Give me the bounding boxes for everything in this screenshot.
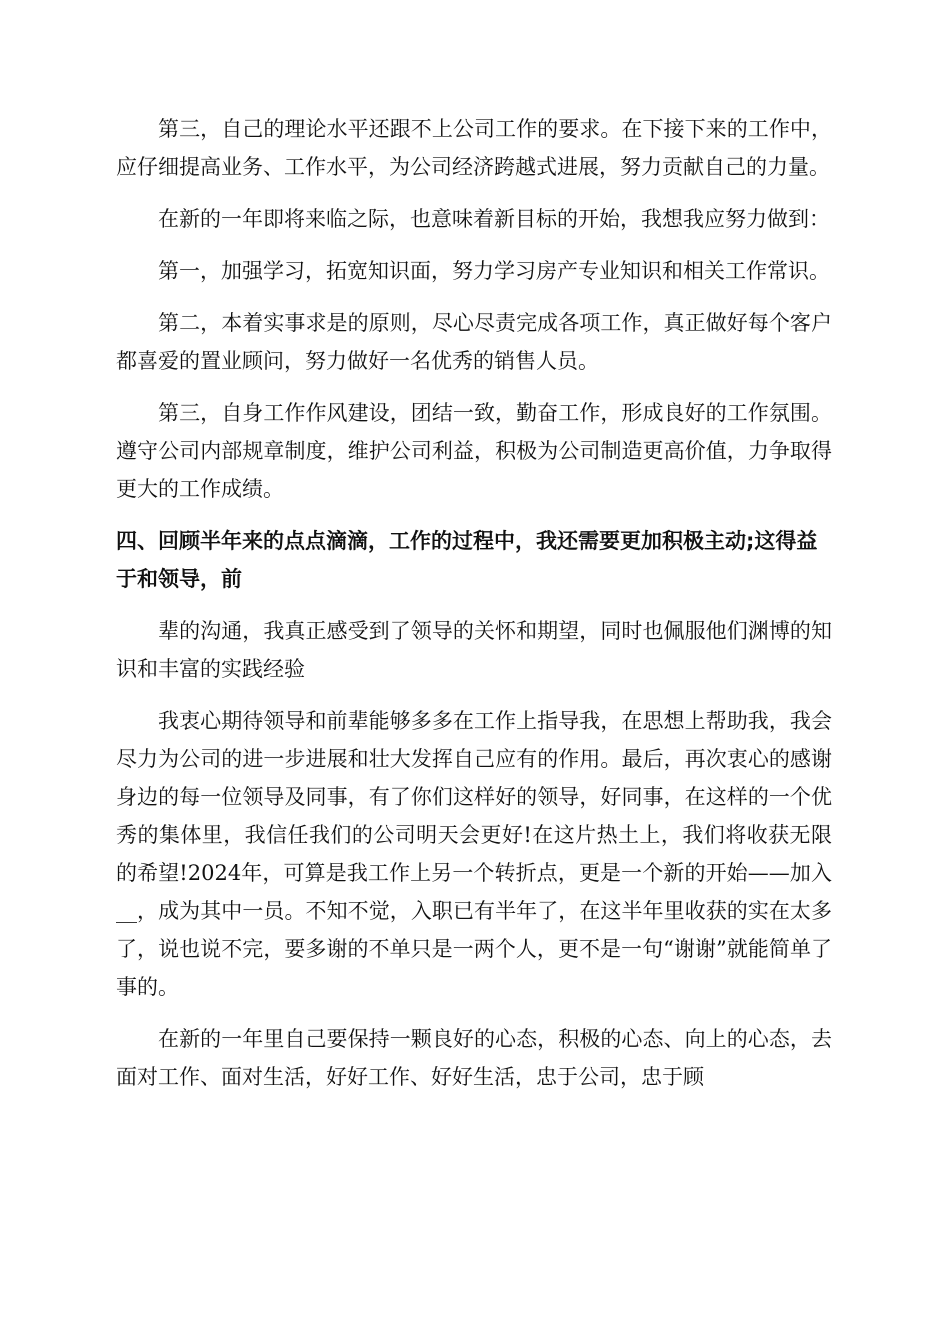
paragraph-goal-one: 第一，加强学习，拓宽知识面，努力学习房产专业知识和相关工作常识。 (158, 259, 830, 283)
paragraph-attitude: 在新的一年里自己要保持一颗良好的心态，积极的心态、向上的心态，去面对工作、面对生活，好好工作、好好生活，忠于公司，忠于顾 (116, 1027, 832, 1089)
paragraph-new-year-goals: 在新的一年即将来临之际，也意味着新目标的开始，我想我应努力做到： (158, 207, 830, 231)
paragraph-thanks: 我衷心期待领导和前辈能够多多在工作上指导我，在思想上帮助我，我会尽力为公司的进一步进展和壮大发挥自己应有的作用。最后，再次衷心的感谢身边的每一位领导及同事，有了你们这样好的领导，好同事，在这样的一个优秀的集体里，我信任我们的公司明天会更好!在这片热土上，我们将收获无限的希望!2024年，可算是我工作上另一个转折点，更是一个新的开始——加入__，成为其中一员。不知不觉，入职已有半年了，在这半年里收获的实在太多了，说也说不完，要多谢的不单只是一两个人，更不是一句“谢谢”就能简单了事的。 (116, 709, 832, 999)
paragraph-goal-two: 第二，本着实事求是的原则，尽心尽责完成各项工作，真正做好每个客户都喜爱的置业顾问，努力做好一名优秀的销售人员。 (116, 311, 832, 373)
document-page (116, 110, 832, 1110)
section-heading-four: 四、回顾半年来的点点滴滴，工作的过程中，我还需要更加积极主动;这得益于和领导，前 (116, 529, 818, 591)
paragraph-theory-level: 第三，自己的理论水平还跟不上公司工作的要求。在下接下来的工作中，应仔细提高业务、工作水平，为公司经济跨越式进展，努力贡献自己的力量。 (116, 117, 832, 179)
paragraph-communication: 辈的沟通，我真正感受到了领导的关怀和期望，同时也佩服他们渊博的知识和丰富的实践经验 (116, 619, 832, 681)
paragraph-goal-three: 第三，自身工作作风建设，团结一致，勤奋工作，形成良好的工作氛围。遵守公司内部规章制度，维护公司利益，积极为公司制造更高价值，力争取得更大的工作成绩。 (116, 401, 832, 501)
